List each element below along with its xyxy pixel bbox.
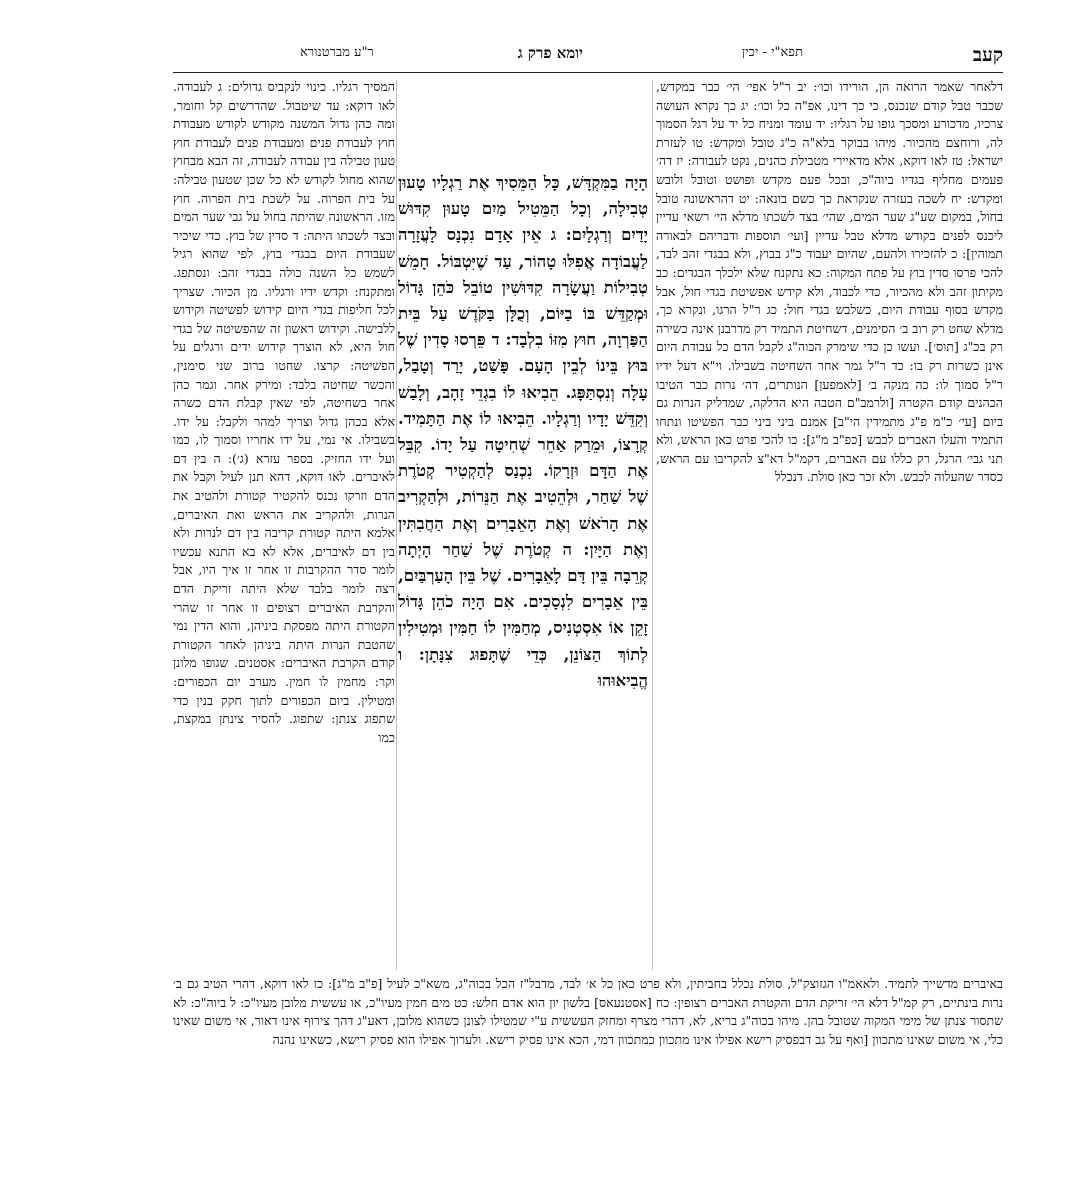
yachin-commentary [656, 78, 1003, 978]
bottom-text: באיברים מדשייך לתמיד. ולאאמ"ו הגזוצק"ל, סולת נכלל בחביתין, ולא פרט כאן כל א׳ לבד, מדבל"ז הכל בכוה"ג, משא"כ לעיל [פ"ב מ"ג]: כז לאו דוקא, דהרי הטיב גם ב׳ נרות בינתיים, רק קמ"ל דלא הי׳ זריקת הדם והקטרת האברים רצופין: כח [אסטנעאס] בלשון יון הוא אדם חלש: כט מים חמין מעיו"כ, או עששית מלובן מעיו"כ: ל ביוה"כ: לא שתסור צנתן של מימי המקוה שטובל בהן. מיהו בכוה"ג בריא, לא, דהרי מצרף ומחזק העששית ע"י שמטילו לצונן כשהוא מלובן, דאע"ג דהך צירוף אינו דאור, אי משום שאינו כלי, אי משום שאינו מתכוון [ואף על גב דבפסיק רישא אפילו אינו מתכוון כמתכוון דמי, הכא אינו פסיק רישא. ולערוך אפילו הוא פסיק רישא, כשאינו נהנה [173, 976, 1003, 1047]
bottom-commentary [173, 975, 1003, 1125]
bartenura-text: המסיך רגליו. כינוי לנקביס גדולים: ג לעבודה. לאו דוקא: עד שיטבול. שהדרשים קל וחומר, ומה כהן גדול המשנה מקודש לקודש מעבודת חוץ לעבודת פנים ומעבודת פנים לעבודת חוץ טעון טבילה בין עבודה לעבודה, זה הבא מבחוץ שהוא מחול לקודש לא כל שכן שטעון טבילה: על בית הפרוה. על לשכת בית הפרוה. חוץ מזו. הראשונה שהיתה בחול על גבי שער המים ובצד לשכתו היתה: ד סדין של בוץ. כדי שיכיר שעבודת היום בבגדי בוץ, לפי שהוא רגיל לשמש כל השנה כולה בבגדי זהב: ונסתפג. ומתקנח: וקדש ידיו ורגליו. מן הכיור. שצריך לכל חליפות בגדי היום קידוש לפשיטה וקידוש ללבישה. וקידוש ראשון זה שהפשיטה של בגדי חול היא, לא הוצרך קידוש ידים ורגלים על הפשיטה: קרצו. שחטו ברוב שני סימנין, והכשר שחיטה בלבד: ומירק אחר. וגמר כהן אחר בשחיטה, לפי שאין קבלת הדם כשרה אלא בכהן גדול וצריך למהר ולקבל: על ידו. בשבילו. אי נמי, על ידו אחריו וסמוך לו, כמו ועל ידו החזיק. בספר עזרא (ג׳): ה בין דם לאיברים. לאו דוקא, דהא תנן לעיל וקבל את הדם וזרקו נכנס להקטיר קטורת ולהטיב את הנרות, ולהקריב את הראש ואת האיברים, אלמא היתה קטורת קריבה בין דם לנרות ולא בין דם לאיברים, אלא לא בא התנא עכשיו לומר סדר ההקרבות זו אחר זו איך היו, אבל רצה לומר בלבד שלא היתה זריקת הדם והקרבת האיברים רצופים זו אחר זו שהרי הקטורת היתה מפסקת ביניהן, והוא הדין נמי שהטבת הנרות היתה ביניהן לאחר הקטורת קודם הקרבת האיברים: אסטנים. שגופו מלונן וקר: מחמין לו חמין. מערב יום הכפורים: ומטילין. ביום הכפורים לתוך חקק בנין כדי שתפוג צנתן: שתפוג. להסיר צינתן במקצת, כמו [173, 79, 395, 745]
bartenura-commentary [173, 78, 395, 978]
mishnah-text: הָיָה בַמִּקְדָּשׁ, כָּל הַמֵּסִיךְ אֶת רַגְלָיו טָעוּן טְבִילָה, וְכָל הַמֵּטִיל מַיִם טָעוּן קִדּוּשׁ יָדַיִם וְרַגְלָיִם: ג אֵין אָדָם נִכְנָס לָעֲזָרָה לַעֲבוֹדָה אֲפִלּוּ טָהוֹר, עַד שֶׁיִּטְבּוֹל. חָמֵשׁ טְבִילוֹת וַעֲשָׂרָה קִדּוּשִׁין טוֹבֵל כֹּהֵן גָּדוֹל וּמְקַדֵּשׁ בּוֹ בַיּוֹם, וְכֻלָּן בַּקֹּדֶשׁ עַל בֵּית הַפַּרְוָה, חוּץ מִזּוֹ בִלְבָד: ד פֵּרְסוּ סָדִין שֶׁל בּוּץ בֵּינוֹ לְבֵין הָעָם. פָּשַׁט, יָרַד וְטָבַל, עָלָה וְנִסְתַּפָּג. הֵבִיאוּ לוֹ בִגְדֵי זָהָב, וְלָבַשׁ וְקִדֵּשׁ יָדָיו וְרַגְלָיו. הֵבִיאוּ לוֹ אֶת הַתָּמִיד. קְרָצוֹ, וּמֵרַק אַחֵר שְׁחִיטָה עַל יָדוֹ. קִבֵּל אֶת הַדָּם וּזְרָקוֹ. נִכְנַס לְהַקְטִיר קְטֹרֶת שֶׁל שַׁחַר, וּלְהֵטִיב אֶת הַנֵּרוֹת, וּלְהַקְרִיב אֶת הָרֹאשׁ וְאֶת הָאֵבָרִים וְאֶת הַחֲבִתִּין וְאֶת הַיָּיִן: ה קְטֹרֶת שֶׁל שַׁחַר הָיְתָה קְרֵבָה בֵּין דָּם לָאֵבָרִים. שֶׁל בֵּין הָעַרְבַּיִם, בֵּין אֵבָרִים לִנְסָכִים. אִם הָיָה כֹהֵן גָּדוֹל זָקֵן אוֹ אִסְטְנִיס, מְחַמִּין לוֹ חַמִּין וּמְטִילִין לְתוֹךְ הַצּוֹנֵן, כְּדֵי שֶׁתָּפוּג צִנָּתָן: ו הֱבִיאוּהוּ [398, 173, 648, 690]
page-header [300, 44, 1003, 72]
mishnah-main-text [398, 170, 648, 920]
yachin-label: תפא"י - יכין [741, 45, 803, 60]
column-divider [396, 80, 397, 970]
column-divider [652, 80, 653, 970]
tractate-chapter-title: יומא פרק ג [517, 44, 583, 62]
bartenura-label: ר"ע מברטנורא [300, 45, 374, 60]
header-rule [173, 72, 1003, 73]
page-number: קעב [972, 44, 1003, 66]
yachin-text: דלאחר שאמר הרואה הן, הורידו וכו׳: יב ר"ל אפי׳ הי׳ כבר במקדש, שכבר טבל קודם שנכנס, כי כך דינו, אפ"ה כל וכו׳: יג כך נקרא העושה צרכיו, מדכורע ומסכך גופו על רגליו: יד עומד ומניח כל יד על רגל הסמוך לה, ורוחצם מהכיור. מיהו בבוקר בלא"ה כ"ג טובל ומקדש: טו לעזרת ישראל: טז לאו דוקא, אלא מדאיירי מטבילת כהנים, נקט לעבודה: יז דה׳ פעמים מחליף בגדיו ביוה"כ, ובכל פעם מקדש ופושט וטובל ולובש ומקדש: יח לשכה בעזרה שנקראת כך כשם בונאה: יט דהראשונה טובל בחול, במקום שע"ג שער המים, שהי׳ בצד לשכתו מדלא הי׳ רשאי עדיין ליכנס לפנים בקודש מדלא טבל עדיין [ועי׳ תוספות ודבריהם לבאורה תמוהין]: כ להזכירו ולהעם, שהיום יעבוד כ"ג בבוץ, ולא בבגדי זהב לבד, להכי פרסו סדין בוץ על פתח המקוה: כא נתקנח שלא ילכלך הבגדים: כב מקיתון זהב ולא מהכיור, כדי לכבוד, ולא קידש אפשיטת בגדי חול, אבל מקדש בסוף עבודת היום, כשלבש בגדי חול: כג ר"ל הרגו, ונקרא כך, מדלא שחט רק רוב ב׳ הסימנים, דשחיטת התמיד רק מדרבנן אינה כשירה רק בכ"ג [תוס׳]. ועשו כן כדי שימרק הכוה"ג לקבל הדם כל עבודת היום אינן כשרות רק בו: כד ר"ל גמר אחר השחיטה בשבילו. וי"א דעל ידיו ר"ל סמוך לו: כה מנקה ב׳ [לאמפען] הנותרים, דה׳ נרות כבר הטיבו הכהנים קודם הקטרה [ולרמב"ם הטבה היא הדלקה, שמדליק הנרות גם ביום [עי׳ כ"מ פ"ג מתמידין הי"ב] אמנם ביני ביני כבר הפשיטו ונתחו התמיד והעלו האברים לכבש [כפ"ב מ"ג]: כו להכי פרט כאן הראש, ולא תני גבי׳ הרגל, רק כללו עם האברים, דקמ"ל דא"צ להקריבו עם הראש, כסדר שהעלוה לכבש. ולא זכר כאן סולת. דנכלל [656, 79, 1003, 485]
